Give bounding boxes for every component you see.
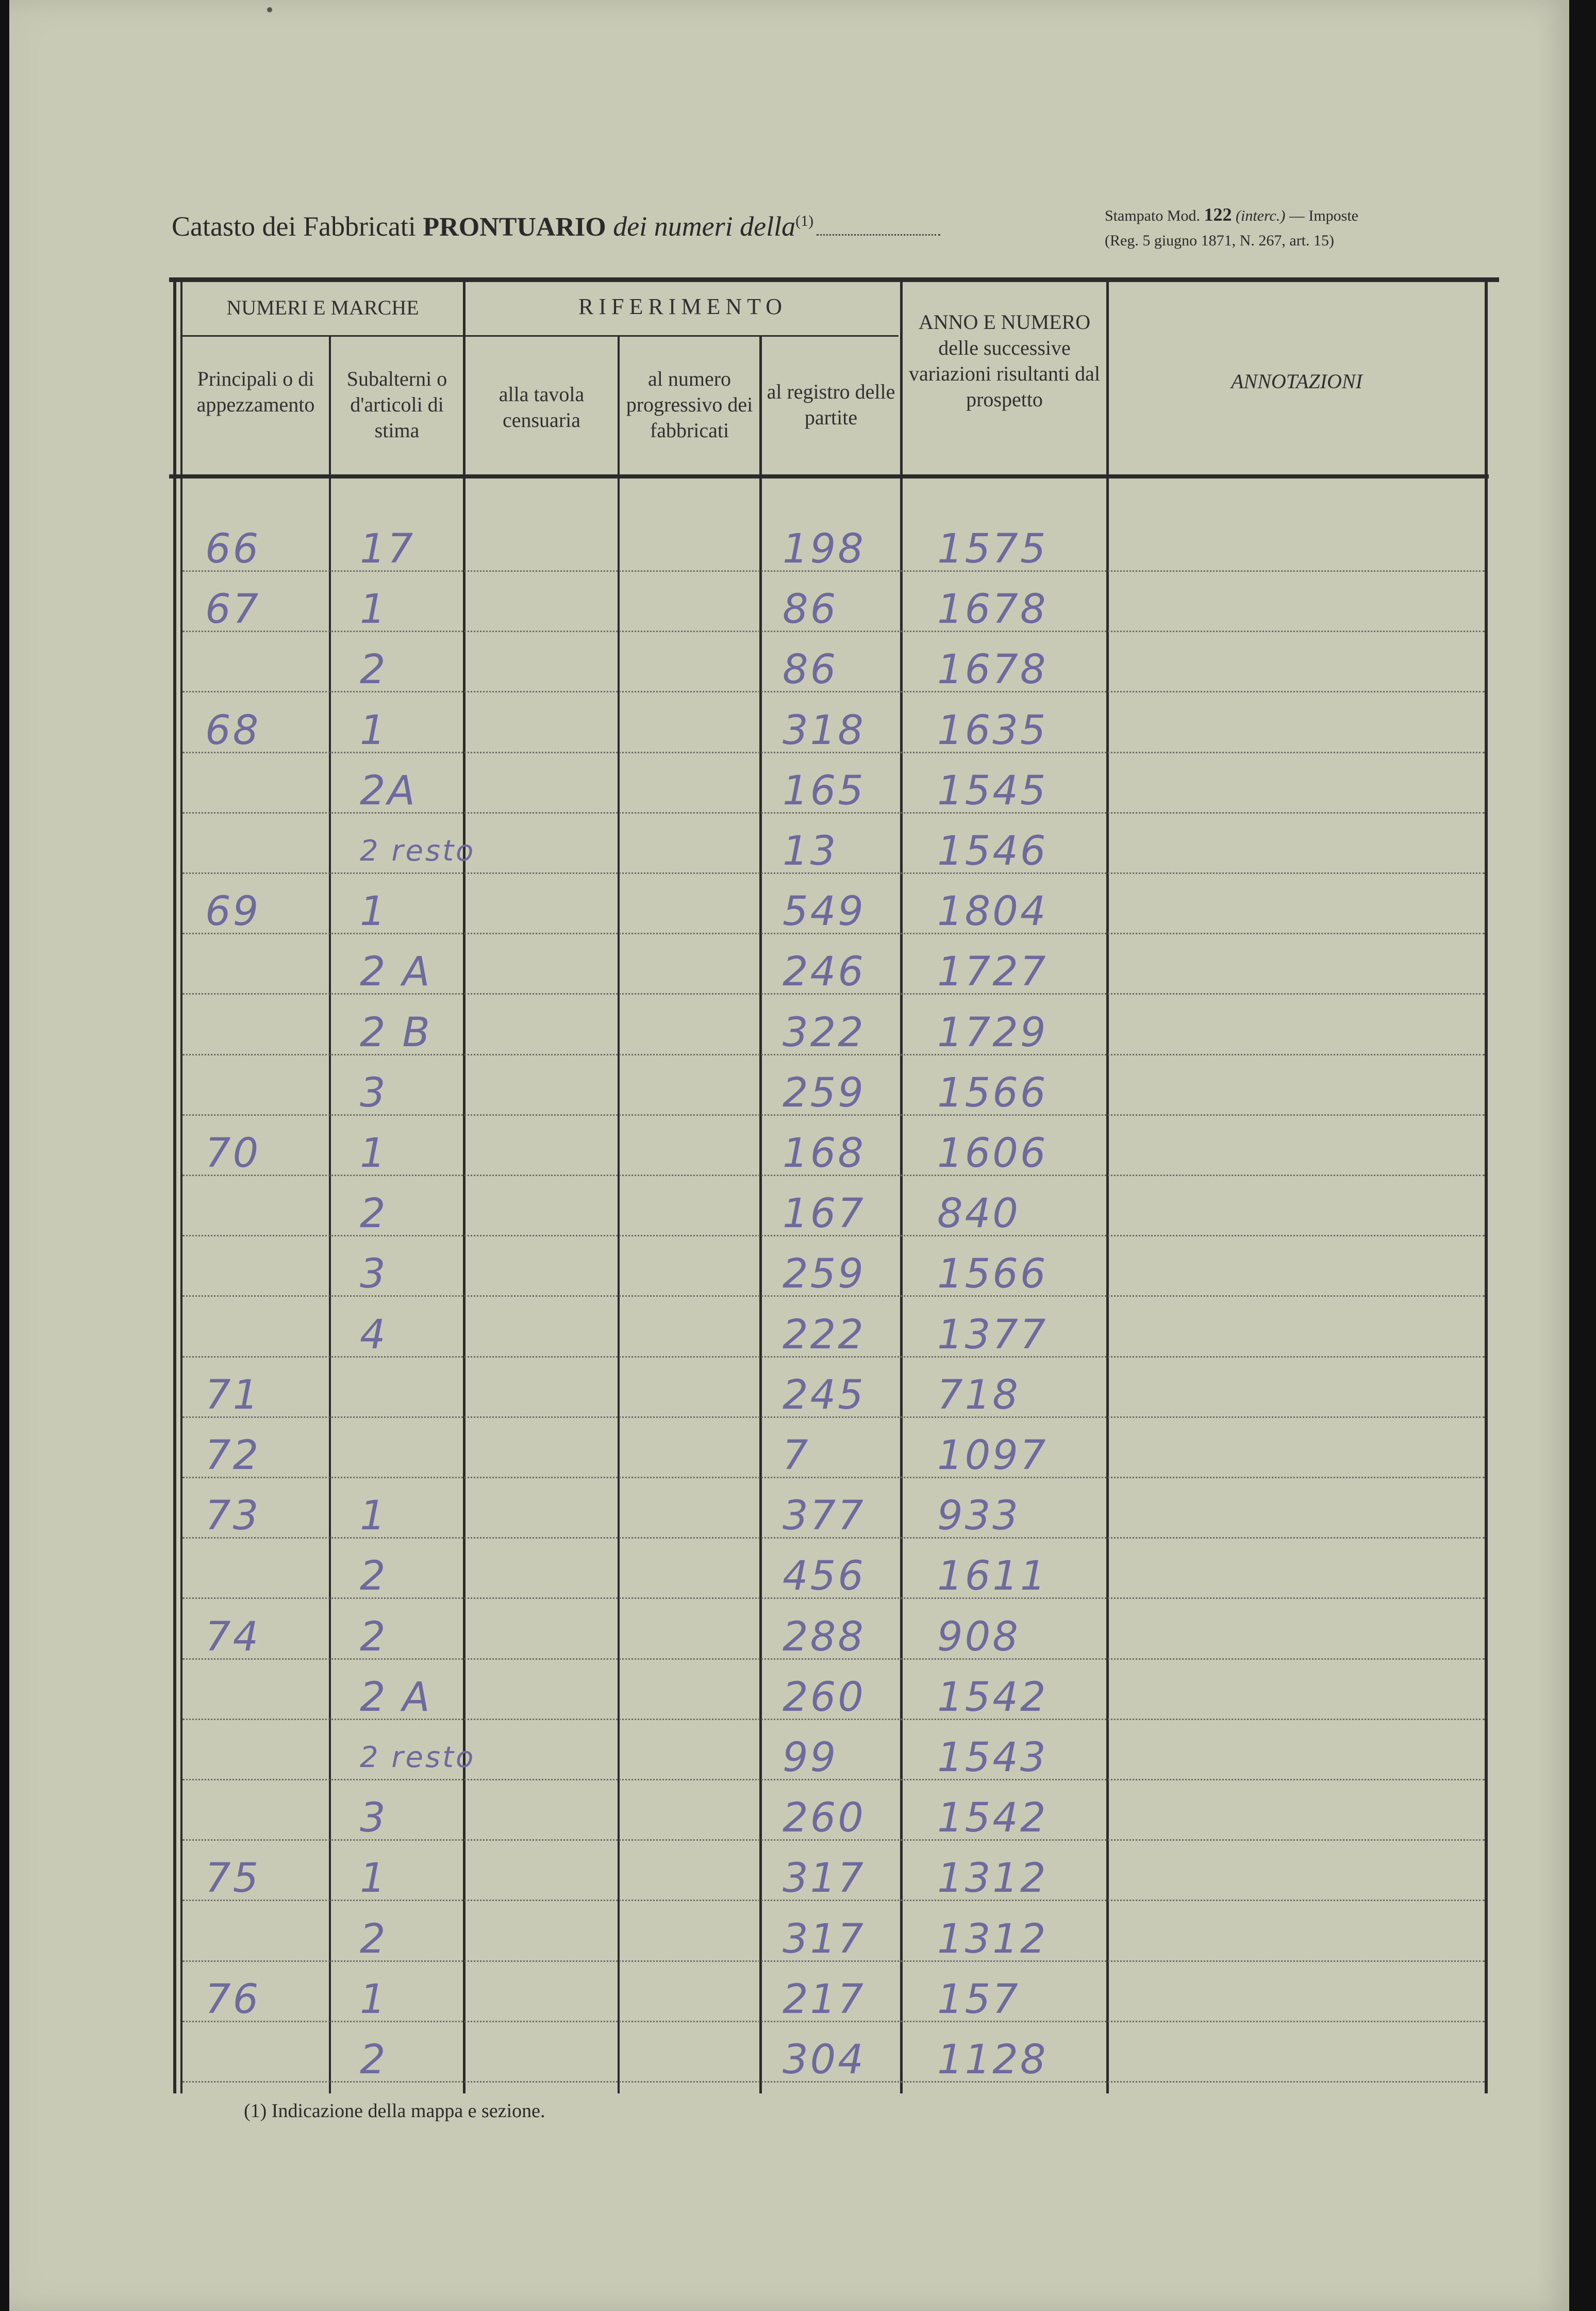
cell-variazione: 1097 bbox=[937, 1432, 1048, 1479]
cell-registro: 288 bbox=[783, 1614, 866, 1660]
cell-registro: 456 bbox=[783, 1553, 866, 1599]
cell-subalterno: 2 bbox=[360, 1553, 388, 1599]
cell-subalterno: 1 bbox=[360, 1855, 388, 1902]
cell-subalterno: 3 bbox=[360, 1070, 388, 1116]
form-interc: (interc.) bbox=[1236, 207, 1286, 224]
cell-variazione: 1575 bbox=[937, 526, 1048, 572]
cell-variazione: 1377 bbox=[937, 1312, 1048, 1358]
cell-subalterno: 1 bbox=[360, 1493, 388, 1539]
cell-subalterno: 1 bbox=[360, 1130, 388, 1177]
col-divider-1 bbox=[329, 335, 331, 2093]
cell-principale: 66 bbox=[205, 526, 261, 572]
col-divider-4 bbox=[759, 335, 762, 2093]
cell-subalterno: 2 bbox=[360, 1614, 388, 1660]
cell-variazione: 1729 bbox=[937, 1010, 1048, 1056]
cell-variazione: 1542 bbox=[937, 1795, 1048, 1841]
cell-registro: 259 bbox=[783, 1251, 866, 1297]
cell-principale: 69 bbox=[205, 888, 261, 935]
cell-principale: 68 bbox=[205, 707, 261, 754]
header-numeri-marche: NUMERI E MARCHE bbox=[226, 296, 419, 319]
cell-principale: 67 bbox=[205, 586, 261, 633]
cell-variazione: 1128 bbox=[937, 2037, 1048, 2083]
ledger-table bbox=[9, 0, 1569, 2311]
cell-subalterno: 2 A bbox=[360, 949, 432, 995]
cell-subalterno: 2 resto bbox=[360, 834, 476, 868]
title-italic: dei numeri della bbox=[613, 211, 796, 242]
right-border bbox=[1485, 278, 1488, 2093]
header-anno-numero: ANNO E NUMERO delle successive variazioni risultanti dal prospetto bbox=[909, 310, 1100, 411]
cell-variazione: 1545 bbox=[937, 768, 1048, 814]
form-line1-prefix: Stampato Mod. bbox=[1105, 207, 1200, 224]
cell-registro: 246 bbox=[783, 949, 866, 995]
cell-registro: 260 bbox=[783, 1674, 866, 1721]
cell-variazione: 1542 bbox=[937, 1674, 1048, 1721]
header-annotazioni: ANNOTAZIONI bbox=[1231, 370, 1362, 393]
cell-principale: 74 bbox=[205, 1614, 261, 1660]
cell-registro: 377 bbox=[783, 1493, 866, 1539]
cell-variazione: 1566 bbox=[937, 1251, 1048, 1297]
numeri-divider bbox=[180, 335, 463, 337]
cell-registro: 99 bbox=[783, 1735, 838, 1781]
cell-variazione: 1312 bbox=[937, 1916, 1048, 1962]
cell-variazione: 1635 bbox=[937, 707, 1048, 754]
cell-registro: 198 bbox=[783, 526, 866, 572]
cell-variazione: 908 bbox=[937, 1614, 1020, 1660]
cell-registro: 167 bbox=[783, 1191, 866, 1237]
cell-variazione: 1727 bbox=[937, 949, 1048, 995]
cell-registro: 245 bbox=[783, 1372, 866, 1418]
cell-principale: 73 bbox=[205, 1493, 261, 1539]
cell-variazione: 1804 bbox=[937, 888, 1048, 935]
cell-principale: 70 bbox=[205, 1130, 261, 1177]
cell-subalterno: 2A bbox=[360, 768, 417, 814]
header-progressivo: al numero progressivo dei fabbricati bbox=[626, 367, 753, 442]
cell-registro: 260 bbox=[783, 1795, 866, 1841]
header-riferimento: RIFERIMENTO bbox=[578, 294, 787, 319]
cell-registro: 13 bbox=[783, 828, 838, 874]
form-line2: (Reg. 5 giugno 1871, N. 267, art. 15) bbox=[1105, 232, 1334, 249]
cell-registro: 217 bbox=[783, 1976, 866, 2023]
cell-subalterno: 3 bbox=[360, 1251, 388, 1297]
cell-subalterno: 1 bbox=[360, 888, 388, 935]
riferimento-divider bbox=[466, 335, 899, 337]
table-top-border bbox=[169, 277, 1499, 282]
cell-variazione: 840 bbox=[937, 1191, 1020, 1237]
cell-registro: 7 bbox=[783, 1432, 810, 1479]
cell-subalterno: 2 B bbox=[360, 1010, 432, 1056]
cell-registro: 259 bbox=[783, 1070, 866, 1116]
header-bottom-border bbox=[169, 474, 1489, 478]
cell-variazione: 1543 bbox=[937, 1735, 1048, 1781]
col-divider-5 bbox=[900, 278, 903, 2093]
header-principali: Principali o di appezzamento bbox=[196, 367, 315, 416]
cell-subalterno: 2 resto bbox=[360, 1741, 476, 1774]
cell-registro: 318 bbox=[783, 707, 866, 754]
cell-subalterno: 3 bbox=[360, 1795, 388, 1841]
cell-variazione: 1312 bbox=[937, 1855, 1048, 1902]
col-divider-2 bbox=[463, 278, 466, 2093]
cell-variazione: 933 bbox=[937, 1493, 1020, 1539]
title-bold: PRONTUARIO bbox=[423, 212, 606, 242]
cell-subalterno: 17 bbox=[360, 526, 415, 572]
cell-variazione: 1678 bbox=[937, 647, 1048, 693]
title-note-mark: (1) bbox=[795, 212, 814, 229]
paper-spot bbox=[267, 7, 272, 12]
cell-variazione: 1546 bbox=[937, 828, 1048, 874]
cell-principale: 76 bbox=[205, 1976, 261, 2023]
cell-registro: 168 bbox=[783, 1130, 866, 1177]
cell-variazione: 1678 bbox=[937, 586, 1048, 633]
ledger-page bbox=[9, 0, 1569, 2311]
cell-subalterno: 2 A bbox=[360, 1674, 432, 1721]
cell-variazione: 1606 bbox=[937, 1130, 1048, 1177]
col-divider-6 bbox=[1106, 278, 1109, 2093]
cell-principale: 75 bbox=[205, 1855, 261, 1902]
row-ruling bbox=[182, 1477, 1485, 1478]
cell-subalterno: 1 bbox=[360, 707, 388, 754]
form-line1-suffix: — Imposte bbox=[1289, 207, 1358, 224]
title-prefix: Catasto dei Fabbricati bbox=[172, 211, 416, 242]
cell-subalterno: 2 bbox=[360, 2037, 388, 2083]
cell-variazione: 157 bbox=[937, 1976, 1020, 2023]
cell-variazione: 718 bbox=[937, 1372, 1020, 1418]
cell-subalterno: 2 bbox=[360, 647, 388, 693]
cell-variazione: 1566 bbox=[937, 1070, 1048, 1116]
cell-registro: 86 bbox=[783, 586, 838, 633]
cell-registro: 317 bbox=[783, 1916, 866, 1962]
cell-subalterno: 4 bbox=[360, 1312, 388, 1358]
cell-registro: 322 bbox=[783, 1010, 866, 1056]
cell-registro: 549 bbox=[783, 888, 866, 935]
header-subalterni: Subalterni o d'articoli di stima bbox=[346, 367, 447, 442]
cell-subalterno: 1 bbox=[360, 586, 388, 633]
cell-registro: 317 bbox=[783, 1855, 866, 1902]
cell-principale: 71 bbox=[205, 1372, 261, 1418]
cell-registro: 304 bbox=[783, 2037, 866, 2083]
cell-registro: 86 bbox=[783, 647, 838, 693]
footnote: (1) Indicazione della mappa e sezione. bbox=[244, 2100, 545, 2122]
header-registro: al registro delle partite bbox=[767, 380, 895, 429]
cell-principale: 72 bbox=[205, 1432, 261, 1479]
header-tavola: alla tavola censuaria bbox=[498, 383, 585, 432]
cell-variazione: 1611 bbox=[937, 1553, 1048, 1599]
cell-registro: 165 bbox=[783, 768, 866, 814]
left-border bbox=[173, 278, 176, 2093]
cell-registro: 222 bbox=[783, 1312, 866, 1358]
left-border-inner bbox=[180, 278, 182, 2093]
col-divider-3 bbox=[618, 335, 620, 2093]
cell-subalterno: 1 bbox=[360, 1976, 388, 2023]
cell-subalterno: 2 bbox=[360, 1191, 388, 1237]
cell-subalterno: 2 bbox=[360, 1916, 388, 1962]
form-number: 122 bbox=[1204, 204, 1232, 225]
